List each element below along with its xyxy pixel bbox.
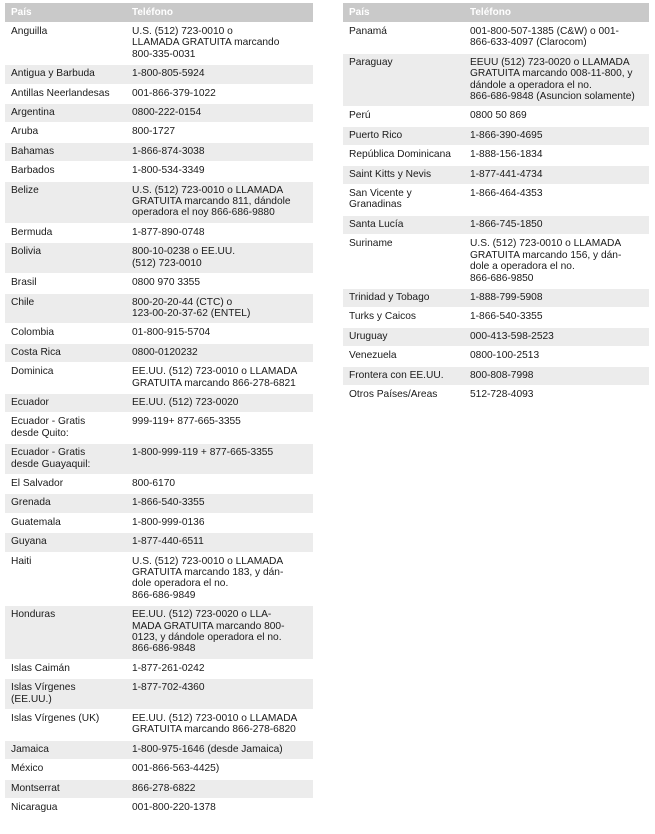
phone-cell: 1-800-999-0136 xyxy=(126,513,313,532)
country-cell: Guatemala xyxy=(5,513,126,532)
table-row xyxy=(343,107,649,126)
table-row xyxy=(5,324,313,343)
phone-cell: 1-800-805-5924 xyxy=(126,65,313,84)
country-cell: Grenada xyxy=(5,494,126,513)
country-cell: Colombia xyxy=(5,324,126,343)
table-row xyxy=(5,413,313,444)
country-cell: Jamaica xyxy=(5,740,126,759)
phone-cell: 0800-100-2513 xyxy=(464,347,649,366)
table-row xyxy=(5,84,313,103)
table-row xyxy=(5,799,313,818)
phone-cell: EE.UU. (512) 723-0010 o LLAMADA GRATUITA marcando 866-278-6821 xyxy=(126,363,313,394)
phone-cell: 001-866-379-1022 xyxy=(126,84,313,103)
country-cell: Dominica xyxy=(5,363,126,394)
phone-cell: 1-866-390-4695 xyxy=(464,126,649,145)
country-cell: Ecuador - Gratis desde Quito: xyxy=(5,413,126,444)
table-row xyxy=(343,146,649,165)
phone-cell: U.S. (512) 723-0010 o LLAMADA GRATUITA marcando 811, dándole operadora el noy 866-686-9880 xyxy=(126,181,313,223)
phone-cell: 1-877-890-0748 xyxy=(126,223,313,242)
country-cell: Honduras xyxy=(5,606,126,660)
country-cell: Haiti xyxy=(5,552,126,606)
country-column-header: País xyxy=(343,3,464,23)
table-row xyxy=(5,181,313,223)
table-row xyxy=(5,779,313,798)
country-cell: Antigua y Barbuda xyxy=(5,65,126,84)
country-cell: Puerto Rico xyxy=(343,126,464,145)
phone-cell: 800-6170 xyxy=(126,474,313,493)
country-cell: Turks y Caicos xyxy=(343,308,464,327)
country-cell: Panamá xyxy=(343,23,464,54)
table-row xyxy=(343,126,649,145)
phone-cell: 512-728-4093 xyxy=(464,385,649,404)
country-cell: Bermuda xyxy=(5,223,126,242)
phone-cell: 0800-0120232 xyxy=(126,343,313,362)
country-phone-table xyxy=(5,3,313,818)
table-row xyxy=(5,393,313,412)
table-row xyxy=(343,215,649,234)
table-body xyxy=(343,23,649,405)
phone-cell: 01-800-915-5704 xyxy=(126,324,313,343)
country-cell: Belize xyxy=(5,181,126,223)
phone-cell: U.S. (512) 723-0010 o LLAMADA GRATUITA marcando 183, y dán- dole operadora el no. 866-686-9849 xyxy=(126,552,313,606)
phone-column-header: Teléfono xyxy=(126,3,313,23)
country-cell: México xyxy=(5,760,126,779)
table-row xyxy=(5,142,313,161)
table-header-row xyxy=(343,3,649,23)
phone-cell: 1-877-261-0242 xyxy=(126,659,313,678)
phone-cell: 1-877-441-4734 xyxy=(464,165,649,184)
phone-cell: 1-866-540-3355 xyxy=(126,494,313,513)
phone-cell: 1-866-874-3038 xyxy=(126,142,313,161)
phone-cell: 1-800-975-1646 (desde Jamaica) xyxy=(126,740,313,759)
phone-cell: U.S. (512) 723-0010 o LLAMADA GRATUITA marcando 156, y dán- dole a operadora el no. 866-686-9850 xyxy=(464,235,649,289)
phone-cell: 1-877-440-6511 xyxy=(126,533,313,552)
country-cell: Islas Vírgenes (EE.UU.) xyxy=(5,679,126,710)
table-row xyxy=(5,606,313,660)
country-cell: Venezuela xyxy=(343,347,464,366)
table-row xyxy=(343,288,649,307)
table-row xyxy=(5,243,313,274)
country-cell: Bolivia xyxy=(5,243,126,274)
country-cell: Suriname xyxy=(343,235,464,289)
table-row xyxy=(5,343,313,362)
phone-cell: 000-413-598-2523 xyxy=(464,327,649,346)
table-row xyxy=(343,327,649,346)
country-cell: Saint Kitts y Nevis xyxy=(343,165,464,184)
phone-cell: 800-10-0238 o EE.UU. (512) 723-0010 xyxy=(126,243,313,274)
phone-cell: 0800-222-0154 xyxy=(126,104,313,123)
table-row xyxy=(5,363,313,394)
country-cell: Islas Caimán xyxy=(5,659,126,678)
phone-cell: 800-20-20-44 (CTC) o 123-00-20-37-62 (ENTEL) xyxy=(126,293,313,324)
phone-cell: EE.UU. (512) 723-0010 o LLAMADA GRATUITA marcando 866-278-6820 xyxy=(126,710,313,741)
table-row xyxy=(343,308,649,327)
country-cell: Barbados xyxy=(5,162,126,181)
table-row xyxy=(5,760,313,779)
table-row xyxy=(5,444,313,475)
table-row xyxy=(5,513,313,532)
phone-cell: 001-866-563-4425) xyxy=(126,760,313,779)
table-row xyxy=(343,23,649,54)
phone-table-right xyxy=(343,3,649,404)
country-cell: Santa Lucía xyxy=(343,215,464,234)
country-cell: Otros Países/Areas xyxy=(343,385,464,404)
country-cell: Islas Vírgenes (UK) xyxy=(5,710,126,741)
table-row xyxy=(5,65,313,84)
table-row xyxy=(343,165,649,184)
country-cell: Guyana xyxy=(5,533,126,552)
phone-cell: 1-866-464-4353 xyxy=(464,185,649,216)
table-row xyxy=(5,104,313,123)
country-cell: Brasil xyxy=(5,274,126,293)
phone-cell: EE.UU. (512) 723-0020 xyxy=(126,393,313,412)
country-cell: Perú xyxy=(343,107,464,126)
table-row xyxy=(5,533,313,552)
country-cell: Anguilla xyxy=(5,23,126,65)
phone-cell: U.S. (512) 723-0010 o LLAMADA GRATUITA marcando 800-335-0031 xyxy=(126,23,313,65)
phone-cell: 800-1727 xyxy=(126,123,313,142)
phone-cell: 0800 970 3355 xyxy=(126,274,313,293)
table-row xyxy=(343,53,649,107)
table-row xyxy=(5,274,313,293)
table-row xyxy=(5,23,313,65)
table-header-row xyxy=(5,3,313,23)
country-cell: Uruguay xyxy=(343,327,464,346)
table-row xyxy=(5,552,313,606)
phone-cell: 1-888-156-1834 xyxy=(464,146,649,165)
phone-cell: 1-888-799-5908 xyxy=(464,288,649,307)
table-row xyxy=(343,385,649,404)
phone-cell: EEUU (512) 723-0020 o LLAMADA GRATUITA marcando 008-11-800, y dándole a operadora el no. 866-686-9848 (Asuncion solamente) xyxy=(464,53,649,107)
country-cell: República Dominicana xyxy=(343,146,464,165)
table-row xyxy=(5,123,313,142)
phone-cell: 999-119+ 877-665-3355 xyxy=(126,413,313,444)
country-cell: Chile xyxy=(5,293,126,324)
phone-cell: 1-800-999-119 + 877-665-3355 xyxy=(126,444,313,475)
country-cell: Bahamas xyxy=(5,142,126,161)
country-cell: Costa Rica xyxy=(5,343,126,362)
phone-cell: 866-278-6822 xyxy=(126,779,313,798)
country-cell: Antillas Neerlandesas xyxy=(5,84,126,103)
table-row xyxy=(5,659,313,678)
phone-cell: 1-877-702-4360 xyxy=(126,679,313,710)
country-cell: Ecuador xyxy=(5,393,126,412)
table-row xyxy=(5,679,313,710)
phone-cell: 1-866-540-3355 xyxy=(464,308,649,327)
phone-cell: 1-866-745-1850 xyxy=(464,215,649,234)
country-cell: Argentina xyxy=(5,104,126,123)
phone-cell: 001-800-507-1385 (C&W) o 001- 866-633-4097 (Clarocom) xyxy=(464,23,649,54)
table-row xyxy=(343,347,649,366)
table-row xyxy=(5,740,313,759)
country-cell: El Salvador xyxy=(5,474,126,493)
country-cell: Paraguay xyxy=(343,53,464,107)
table-row xyxy=(5,162,313,181)
phone-cell: EE.UU. (512) 723-0020 o LLA- MADA GRATUITA marcando 800- 0123, y dándole operadora el no. 866-686-9848 xyxy=(126,606,313,660)
phone-table-left xyxy=(5,3,313,818)
phone-cell: 800-808-7998 xyxy=(464,366,649,385)
table-row xyxy=(5,293,313,324)
phone-cell: 0800 50 869 xyxy=(464,107,649,126)
country-cell: Ecuador - Gratis desde Guayaquil: xyxy=(5,444,126,475)
phone-column-header: Teléfono xyxy=(464,3,649,23)
phone-cell: 001-800-220-1378 xyxy=(126,799,313,818)
country-cell: Trinidad y Tobago xyxy=(343,288,464,307)
table-row xyxy=(5,223,313,242)
table-row xyxy=(5,710,313,741)
table-row xyxy=(5,474,313,493)
table-row xyxy=(343,235,649,289)
country-cell: Nicaragua xyxy=(5,799,126,818)
country-cell: San Vicente y Granadinas xyxy=(343,185,464,216)
country-column-header: País xyxy=(5,3,126,23)
table-row xyxy=(5,494,313,513)
table-body xyxy=(5,23,313,818)
phone-cell: 1-800-534-3349 xyxy=(126,162,313,181)
table-row xyxy=(343,185,649,216)
table-row xyxy=(343,366,649,385)
country-cell: Montserrat xyxy=(5,779,126,798)
country-cell: Frontera con EE.UU. xyxy=(343,366,464,385)
country-cell: Aruba xyxy=(5,123,126,142)
country-phone-table xyxy=(343,3,649,404)
